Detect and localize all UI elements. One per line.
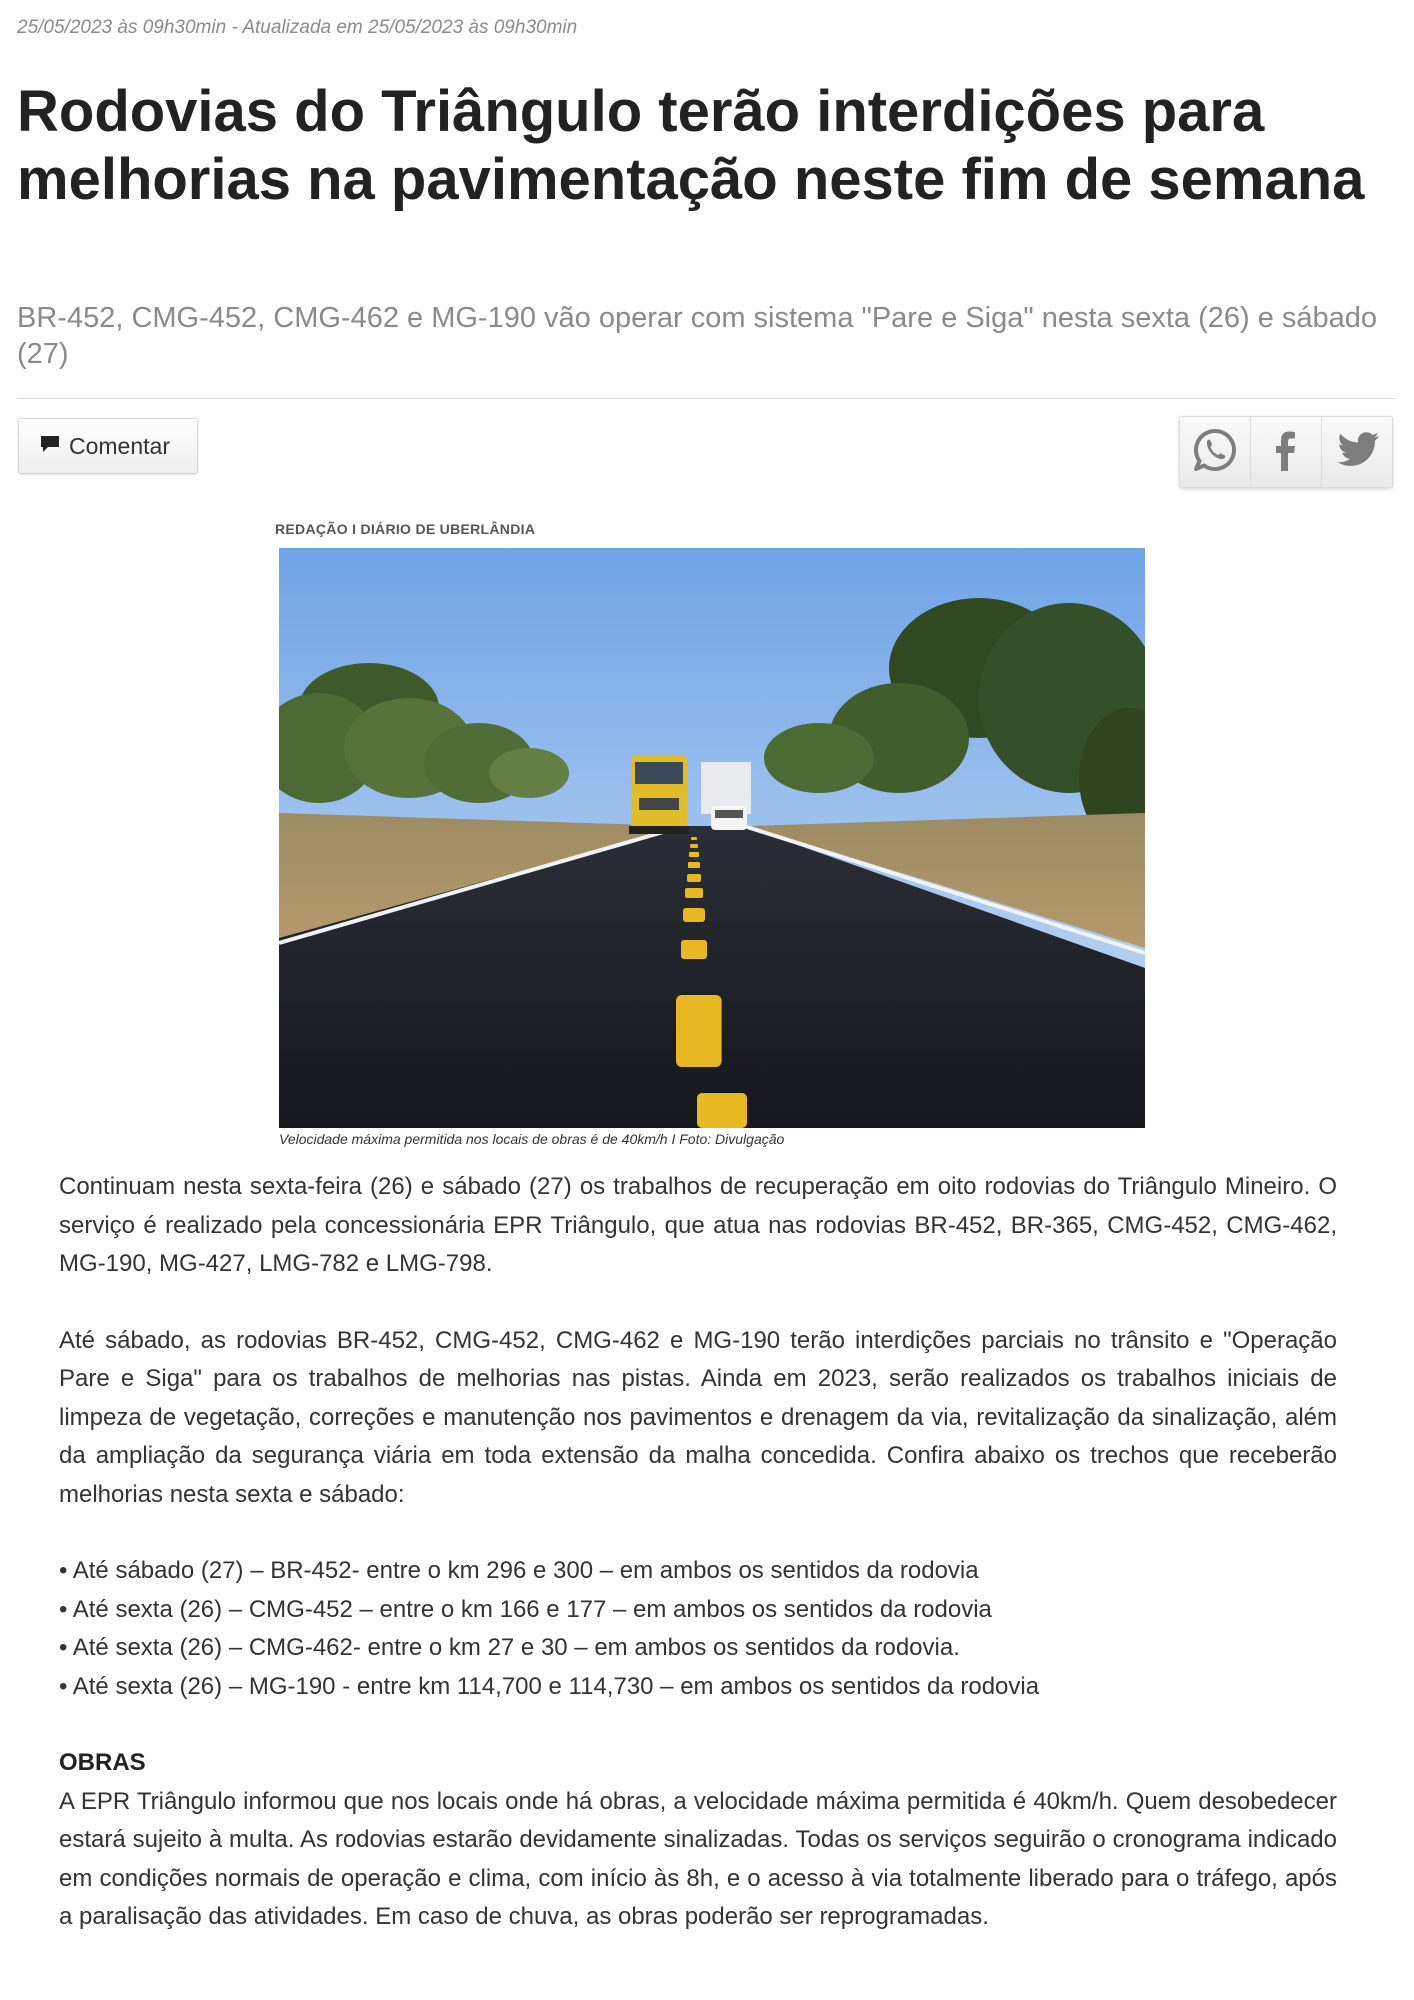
yellow-truck xyxy=(629,756,689,834)
article-byline: REDAÇÃO I DIÁRIO DE UBERLÂNDIA xyxy=(275,521,536,537)
article-paragraph: Continuam nesta sexta-feira (26) e sábado (27) os trabalhos de recuperação em oito rodovias do Triângulo Mineiro. O serviço é realizado pela concessionária EPR Triângulo, que atua nas rodovias BR-452, BR-365, CMG-452, CMG-462, MG-190, MG-427, LMG-782 e LMG-798. xyxy=(59,1173,1337,1277)
share-twitter-button[interactable] xyxy=(1322,417,1392,487)
twitter-icon xyxy=(1331,427,1383,478)
whatsapp-icon xyxy=(1190,425,1240,480)
article-paragraph: A EPR Triângulo informou que nos locais onde há obras, a velocidade máxima permitida é 40km/h. Quem desobedecer estará sujeito à multa. As rodovias estarão devidamente sinalizadas. Todas os serviços seguirão o cronograma indicado em condições normais de operação e clima, com início às 8h, e o acesso à via totalmente liberado para o tráfego, após a paralisação das atividades. Em caso de chuva, as obras poderão ser reprogramadas. xyxy=(59,1787,1337,1930)
speech-bubble-icon xyxy=(39,433,61,460)
header-divider xyxy=(17,398,1396,399)
share-buttons xyxy=(1179,416,1393,488)
list-item: • Até sexta (26) – MG-190 - entre km 114,700 e 114,730 – em ambos os sentidos da rodovia xyxy=(59,1672,1040,1700)
article-subtitle: BR-452, CMG-452, CMG-462 e MG-190 vão operar com sistema "Pare e Siga" nesta sexta (26) e sábado (27) xyxy=(17,302,1378,370)
list-item: • Até sexta (26) – CMG-452 – entre o km 166 e 177 – em ambos os sentidos da rodovia xyxy=(59,1595,992,1623)
photo-caption: Velocidade máxima permitida nos locais de obras é de 40km/h I Foto: Divulgação xyxy=(279,1131,785,1147)
article-body xyxy=(59,1168,1337,1937)
article-headline: Rodovias do Triângulo terão interdições para melhorias na pavimentação neste fim de semana xyxy=(17,79,1365,212)
road-photo xyxy=(279,548,1145,1128)
paragraph-gap xyxy=(59,1514,1337,1552)
section-heading: OBRAS xyxy=(59,1749,146,1776)
list-item: • Até sábado (27) – BR-452- entre o km 296 e 300 – em ambos os sentidos da rodovia xyxy=(59,1557,979,1584)
publish-dateline: 25/05/2023 às 09h30min - Atualizada em 25/05/2023 às 09h30min xyxy=(17,17,578,38)
article-paragraph: Até sábado, as rodovias BR-452, CMG-452, CMG-462 e MG-190 terão interdições parciais no trânsito e "Operação Pare e Siga" para os trabalhos de melhorias nas pistas. Ainda em 2023, serão realizados os trabalhos iniciais de limpeza de vegetação, correções e manutenção nos pavimentos e drenagem da via, revitalização da sinalização, além da ampliação da segurança viária em toda extensão da malha concedida. Confira abaixo os trechos que receberão melhorias nesta sexta e sábado: xyxy=(59,1326,1337,1508)
share-facebook-button[interactable] xyxy=(1251,417,1322,487)
paragraph-gap xyxy=(59,1706,1337,1744)
comment-button[interactable] xyxy=(18,418,198,474)
facebook-icon xyxy=(1266,425,1306,480)
share-whatsapp-button[interactable] xyxy=(1180,417,1251,487)
comment-button-label: Comentar xyxy=(69,432,170,459)
paragraph-gap xyxy=(59,1284,1337,1322)
list-item: • Até sexta (26) – CMG-462- entre o km 27 e 30 – em ambos os sentidos da rodovia. xyxy=(59,1634,960,1661)
